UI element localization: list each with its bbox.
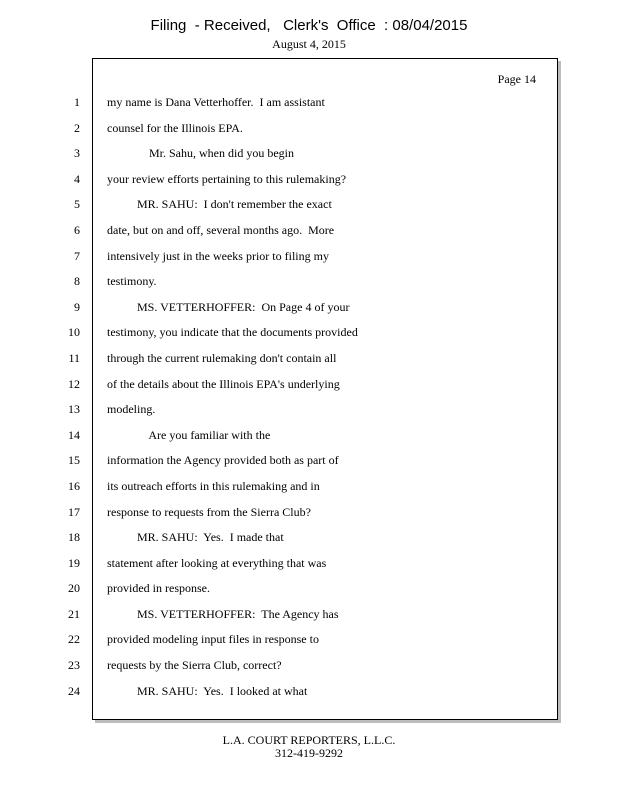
- transcript-line: [0, 504, 618, 530]
- line-text: testimony, you indicate that the documents provided: [107, 325, 358, 340]
- transcript-line: [0, 580, 618, 606]
- line-number: 14: [68, 427, 80, 442]
- line-text: MS. VETTERHOFFER: On Page 4 of your: [107, 299, 350, 314]
- transcript-line: [0, 248, 618, 274]
- transcript-line: [0, 273, 618, 299]
- filing-date: August 4, 2015: [272, 37, 346, 51]
- line-number: 13: [68, 402, 80, 417]
- transcript-line: [0, 171, 618, 197]
- line-text: counsel for the Illinois EPA.: [107, 120, 243, 135]
- line-text: modeling.: [107, 402, 156, 417]
- transcript-line: [0, 529, 618, 555]
- transcript-line: [0, 427, 618, 453]
- line-number: 7: [74, 248, 80, 263]
- transcript-line: [0, 299, 618, 325]
- transcript-line: [0, 631, 618, 657]
- line-text: information the Agency provided both as part of: [107, 453, 339, 468]
- transcript-line: [0, 555, 618, 581]
- line-number: 23: [68, 658, 80, 673]
- line-text: your review efforts pertaining to this rulemaking?: [107, 171, 347, 186]
- page-number: Page 14: [497, 72, 536, 86]
- line-number: 9: [74, 299, 80, 314]
- transcript-line: [0, 606, 618, 632]
- line-text: intensively just in the weeks prior to filing my: [107, 248, 329, 263]
- line-number: 19: [68, 555, 80, 570]
- line-number: 18: [68, 530, 80, 545]
- court-reporter-phone: 312-419-9292: [275, 746, 343, 760]
- transcript-line: [0, 376, 618, 402]
- line-text: through the current rulemaking don't contain all: [107, 350, 337, 365]
- line-number: 5: [74, 197, 80, 212]
- line-number: 11: [68, 350, 80, 365]
- court-reporter-name: L.A. COURT REPORTERS, L.L.C.: [222, 733, 396, 747]
- line-text: Are you familiar with the: [107, 427, 271, 442]
- line-text: Mr. Sahu, when did you begin: [107, 146, 294, 161]
- line-number: 20: [68, 581, 80, 596]
- line-number: 12: [68, 376, 80, 391]
- transcript-line: [0, 120, 618, 146]
- line-number: 21: [68, 606, 80, 621]
- line-text: of the details about the Illinois EPA's underlying: [107, 376, 340, 391]
- transcript-line: [0, 478, 618, 504]
- line-number: 16: [68, 478, 80, 493]
- line-text: MS. VETTERHOFFER: The Agency has: [107, 606, 339, 621]
- line-number: 1: [74, 95, 80, 109]
- line-number: 24: [68, 683, 80, 698]
- transcript-line: [0, 222, 618, 248]
- line-text: MR. SAHU: I don't remember the exact: [107, 197, 332, 212]
- line-text: MR. SAHU: Yes. I looked at what: [107, 683, 308, 698]
- line-text: response to requests from the Sierra Club?: [107, 504, 311, 519]
- transcript-line: [0, 324, 618, 350]
- transcript-line: [0, 196, 618, 222]
- transcript-line: [0, 94, 618, 120]
- line-number: 22: [68, 632, 80, 647]
- line-text: its outreach efforts in this rulemaking and in: [107, 478, 320, 493]
- line-number: 15: [68, 453, 80, 468]
- line-number: 10: [68, 325, 80, 340]
- transcript-lines: [0, 94, 618, 708]
- line-text: provided in response.: [107, 581, 210, 596]
- transcript-line: [0, 683, 618, 709]
- line-text: date, but on and off, several months ago. More: [107, 222, 335, 237]
- line-number: 4: [74, 171, 80, 186]
- line-text: MR. SAHU: Yes. I made that: [107, 530, 284, 545]
- line-number: 6: [74, 222, 80, 237]
- line-number: 2: [74, 120, 80, 135]
- line-number: 8: [74, 274, 80, 289]
- footer: [0, 734, 618, 760]
- transcript-line: [0, 401, 618, 427]
- transcript-line: [0, 350, 618, 376]
- transcript-line: [0, 657, 618, 683]
- line-number: 3: [74, 146, 80, 161]
- transcript-line: [0, 452, 618, 478]
- line-number: 17: [68, 504, 80, 519]
- line-text: provided modeling input files in response to: [107, 632, 319, 647]
- line-text: testimony.: [107, 274, 157, 289]
- line-text: statement after looking at everything that was: [107, 555, 327, 570]
- line-text: my name is Dana Vetterhoffer. I am assistant: [107, 95, 325, 109]
- transcript-line: [0, 145, 618, 171]
- line-text: requests by the Sierra Club, correct?: [107, 658, 282, 673]
- filing-stamp-header: Filing - Received, Clerk's Office : 08/04/2015: [150, 17, 468, 34]
